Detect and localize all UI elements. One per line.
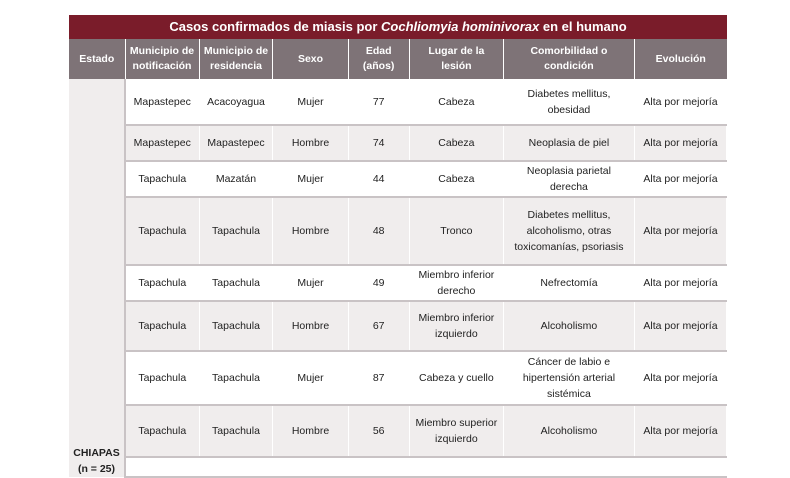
cell-lugar-line: Miembro inferior [418, 269, 495, 281]
cell-lugar-line: Tronco [440, 225, 473, 237]
cell-comorbilidad-line: Neoplasia parietal [526, 165, 611, 177]
cell-comorbilidad-line: sistémica [547, 388, 591, 400]
cell-lugar-line: Miembro superior [415, 417, 498, 429]
table-row [69, 79, 727, 125]
cell-municipio-notificacion: Tapachula [125, 351, 199, 405]
cell-lugar [409, 351, 503, 405]
cell-sexo: Mujer [273, 351, 348, 405]
cell-lugar [409, 79, 503, 125]
cell-sexo: Mujer [273, 79, 348, 125]
cell-edad: 77 [348, 79, 409, 125]
cell-sexo: Mujer [273, 161, 348, 197]
cell-evolucion: Alta por mejoría [634, 197, 726, 265]
table-title-suffix: en el humano [542, 19, 627, 34]
cell-evolucion: Alta por mejoría [634, 125, 726, 161]
estado-count: (n = 25) [77, 463, 116, 475]
cell-comorbilidad [503, 405, 634, 457]
empty-cell [503, 457, 634, 477]
header-municipio-residencia: Municipio de residencia [199, 39, 273, 79]
cell-comorbilidad-line: alcoholismo, otras [526, 225, 612, 237]
cell-comorbilidad-line: Neoplasia de piel [528, 137, 610, 149]
cell-lugar [409, 301, 503, 351]
cell-lugar-line: Cabeza [438, 173, 475, 185]
header-estado: Estado [69, 39, 125, 79]
cell-sexo: Hombre [273, 125, 348, 161]
cases-table [69, 39, 727, 478]
header-sexo: Sexo [273, 39, 348, 79]
cell-municipio-residencia: Tapachula [199, 405, 273, 457]
cell-lugar [409, 405, 503, 457]
table-title [69, 15, 727, 39]
table-title-species: Cochliomyia hominivorax [381, 19, 540, 34]
table-row [69, 161, 727, 197]
cell-edad: 48 [348, 197, 409, 265]
empty-cell [125, 457, 199, 477]
table-row [69, 405, 727, 457]
cell-lugar [409, 125, 503, 161]
cell-municipio-residencia: Mapastepec [199, 125, 273, 161]
table-row-partial [69, 457, 727, 477]
cell-comorbilidad-line: Diabetes mellitus, [527, 209, 611, 221]
cell-lugar-line: Cabeza [438, 95, 475, 108]
header-edad: Edad (años) [348, 39, 409, 79]
cell-sexo: Mujer [273, 265, 348, 301]
table-title-prefix: Casos confirmados de miasis por [169, 19, 378, 34]
cell-comorbilidad [503, 161, 634, 197]
empty-cell [273, 457, 348, 477]
cell-edad: 87 [348, 351, 409, 405]
cell-municipio-residencia: Tapachula [199, 197, 273, 265]
cell-comorbilidad [503, 197, 634, 265]
header-evolucion: Evolución [634, 39, 726, 79]
cell-municipio-residencia: Tapachula [199, 265, 273, 301]
cell-edad: 67 [348, 301, 409, 351]
table-body [69, 79, 727, 477]
cell-municipio-notificacion: Tapachula [125, 197, 199, 265]
cell-municipio-notificacion: Mapastepec [125, 125, 199, 161]
cell-lugar [409, 197, 503, 265]
header-comorbilidad: Comorbilidad o condición [503, 39, 634, 79]
cell-comorbilidad-line: hipertensión arterial [522, 372, 616, 384]
cell-evolucion: Alta por mejoría [634, 301, 726, 351]
cell-lugar-line: izquierdo [435, 328, 478, 340]
cell-municipio-notificacion: Tapachula [125, 405, 199, 457]
header-municipio-notificacion: Municipio de notificación [125, 39, 199, 79]
table-row [69, 265, 727, 301]
cell-sexo: Hombre [273, 405, 348, 457]
estado-cell [69, 79, 125, 477]
cell-municipio-residencia: Acacoyagua [199, 79, 273, 125]
cell-sexo: Hombre [273, 301, 348, 351]
cell-comorbilidad-line: toxicomanías, psoriasis [514, 241, 624, 253]
cell-municipio-notificacion: Tapachula [125, 161, 199, 197]
header-row [69, 39, 727, 79]
table-row [69, 197, 727, 265]
cell-comorbilidad [503, 79, 634, 125]
cell-lugar-line: derecho [437, 285, 476, 297]
estado-name: CHIAPAS [73, 447, 120, 459]
table-row [69, 301, 727, 351]
cell-municipio-notificacion: Mapastepec [125, 79, 199, 125]
empty-cell [634, 457, 726, 477]
empty-cell [348, 457, 409, 477]
cell-comorbilidad-line: Alcoholismo [540, 320, 598, 332]
cell-sexo: Hombre [273, 197, 348, 265]
cell-comorbilidad-line: obesidad [547, 103, 591, 116]
cell-evolucion: Alta por mejoría [634, 79, 726, 125]
cell-comorbilidad [503, 265, 634, 301]
cell-comorbilidad-line: Diabetes mellitus, [527, 87, 611, 100]
cell-municipio-residencia: Tapachula [199, 301, 273, 351]
header-lugar: Lugar de la lesión [409, 39, 503, 79]
cell-comorbilidad-line: Alcoholismo [540, 425, 598, 437]
cell-lugar [409, 265, 503, 301]
cell-municipio-notificacion: Tapachula [125, 265, 199, 301]
cell-comorbilidad [503, 301, 634, 351]
cell-edad: 44 [348, 161, 409, 197]
cell-lugar-line: Cabeza [438, 137, 475, 149]
cell-lugar-line: Miembro inferior [418, 312, 495, 324]
cell-evolucion: Alta por mejoría [634, 351, 726, 405]
cell-comorbilidad [503, 125, 634, 161]
table-row [69, 125, 727, 161]
cases-table-container [69, 15, 727, 478]
cell-edad: 49 [348, 265, 409, 301]
cell-comorbilidad-line: Cáncer de labio e [527, 356, 611, 368]
cell-municipio-notificacion: Tapachula [125, 301, 199, 351]
cell-comorbilidad-line: derecha [549, 181, 588, 193]
cell-comorbilidad-line: Nefrectomía [540, 277, 598, 289]
cell-edad: 56 [348, 405, 409, 457]
cell-comorbilidad [503, 351, 634, 405]
cell-evolucion: Alta por mejoría [634, 405, 726, 457]
empty-cell [409, 457, 503, 477]
cell-edad: 74 [348, 125, 409, 161]
empty-cell [199, 457, 273, 477]
table-row [69, 351, 727, 405]
cell-evolucion: Alta por mejoría [634, 265, 726, 301]
cell-lugar-line: Cabeza y cuello [419, 372, 494, 384]
cell-municipio-residencia: Tapachula [199, 351, 273, 405]
cell-evolucion: Alta por mejoría [634, 161, 726, 197]
cell-municipio-residencia: Mazatán [199, 161, 273, 197]
cell-lugar-line: izquierdo [435, 433, 478, 445]
cell-lugar [409, 161, 503, 197]
